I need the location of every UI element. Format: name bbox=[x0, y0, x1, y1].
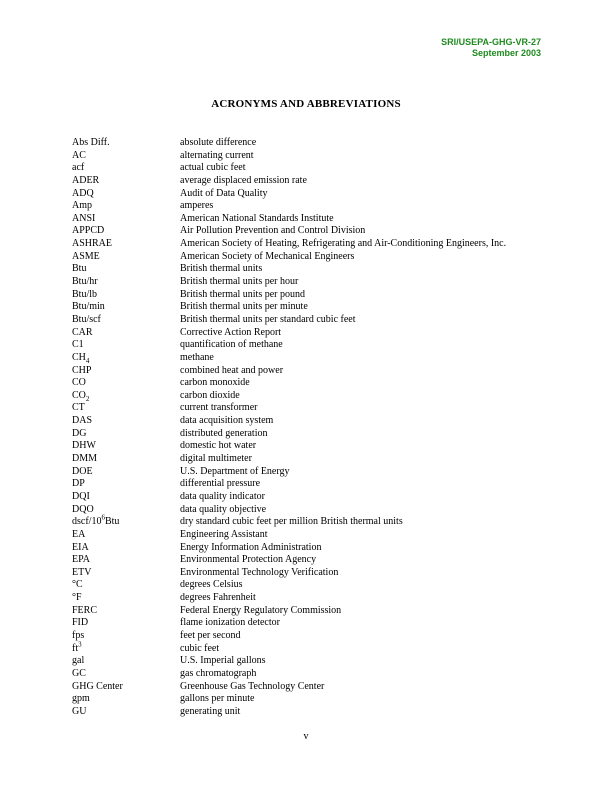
acronym-term-text: C1 bbox=[72, 339, 84, 351]
acronym-term-tail: Btu bbox=[104, 516, 120, 528]
acronym-term bbox=[72, 428, 180, 441]
acronym-term-text: Btu/scf bbox=[72, 313, 101, 325]
acronym-term-text: FID bbox=[72, 617, 89, 629]
acronym-term bbox=[72, 251, 180, 264]
acronym-row bbox=[72, 162, 552, 175]
acronym-row bbox=[72, 605, 552, 618]
acronym-row bbox=[72, 263, 552, 276]
acronym-definition: data quality indicator bbox=[180, 490, 265, 502]
acronym-row bbox=[72, 188, 552, 201]
acronym-term-text: CH bbox=[72, 351, 86, 363]
acronym-row bbox=[72, 466, 552, 479]
acronym-definition: combined heat and power bbox=[180, 364, 284, 376]
acronym-row bbox=[72, 200, 552, 213]
acronym-row bbox=[72, 377, 552, 390]
page-number: v bbox=[303, 731, 309, 742]
acronym-term-text: gal bbox=[72, 655, 85, 667]
acronym-term bbox=[72, 150, 180, 163]
acronym-term bbox=[72, 504, 180, 517]
acronym-term-text: gpm bbox=[72, 693, 90, 705]
acronym-list bbox=[72, 137, 552, 718]
acronym-row bbox=[72, 640, 552, 656]
acronym-term-text: GU bbox=[72, 705, 87, 717]
acronym-definition: British thermal units per hour bbox=[180, 276, 299, 288]
acronym-term bbox=[72, 327, 180, 340]
acronym-definition: degrees Fahrenheit bbox=[180, 592, 256, 604]
acronym-row bbox=[72, 365, 552, 378]
acronym-term bbox=[72, 339, 180, 352]
acronym-term bbox=[72, 415, 180, 428]
acronym-term bbox=[72, 225, 180, 238]
acronym-definition: methane bbox=[180, 351, 214, 363]
acronym-term bbox=[72, 365, 180, 378]
acronym-term-text: GHG Center bbox=[72, 680, 123, 692]
acronym-term-text: ANSI bbox=[72, 212, 96, 224]
acronym-definition: amperes bbox=[180, 200, 214, 212]
acronym-term bbox=[72, 188, 180, 201]
acronym-term bbox=[72, 301, 180, 314]
acronym-term bbox=[72, 592, 180, 605]
acronym-term-text: DQI bbox=[72, 490, 90, 502]
acronym-definition: cubic feet bbox=[180, 642, 220, 654]
acronym-definition: Environmental Technology Verification bbox=[180, 566, 339, 578]
acronym-term-text: CAR bbox=[72, 326, 93, 338]
acronym-definition: differential pressure bbox=[180, 478, 261, 490]
acronym-term-text: Btu/lb bbox=[72, 288, 98, 300]
acronym-term-text: CO bbox=[72, 377, 86, 389]
acronym-term bbox=[72, 478, 180, 491]
acronym-row bbox=[72, 668, 552, 681]
acronym-term-text: DMM bbox=[72, 453, 98, 465]
acronym-term bbox=[72, 668, 180, 681]
acronym-definition: Federal Energy Regulatory Commission bbox=[180, 604, 342, 616]
acronym-definition: British thermal units per minute bbox=[180, 301, 308, 313]
acronym-term-text: ASME bbox=[72, 250, 100, 262]
acronym-term bbox=[72, 453, 180, 466]
acronym-term bbox=[72, 605, 180, 618]
acronym-definition: domestic hot water bbox=[180, 440, 257, 452]
acronym-row bbox=[72, 289, 552, 302]
acronym-term bbox=[72, 390, 180, 403]
acronym-row bbox=[72, 513, 552, 529]
acronym-definition: Air Pollution Prevention and Control Division bbox=[180, 225, 366, 237]
acronym-definition: British thermal units per pound bbox=[180, 288, 305, 300]
acronym-row bbox=[72, 706, 552, 719]
acronym-definition: alternating current bbox=[180, 149, 254, 161]
acronym-term bbox=[72, 162, 180, 175]
acronym-row bbox=[72, 554, 552, 567]
report-header bbox=[441, 37, 541, 59]
acronym-term-text: CHP bbox=[72, 364, 92, 376]
acronym-term-text: EPA bbox=[72, 554, 90, 566]
acronym-row bbox=[72, 592, 552, 605]
acronym-row bbox=[72, 579, 552, 592]
acronym-definition: Audit of Data Quality bbox=[180, 187, 268, 199]
acronym-row bbox=[72, 225, 552, 238]
acronym-definition: Energy Information Administration bbox=[180, 541, 322, 553]
acronym-row bbox=[72, 276, 552, 289]
acronym-definition: carbon dioxide bbox=[180, 389, 240, 401]
acronym-term-text: ASHRAE bbox=[72, 238, 113, 250]
acronym-term-text: dscf/10 bbox=[72, 516, 102, 528]
acronym-row bbox=[72, 428, 552, 441]
acronym-term bbox=[72, 466, 180, 479]
acronym-term bbox=[72, 352, 180, 365]
acronym-definition: actual cubic feet bbox=[180, 162, 246, 174]
acronym-term bbox=[72, 289, 180, 302]
acronym-definition: Environmental Protection Agency bbox=[180, 554, 317, 566]
acronym-definition: Corrective Action Report bbox=[180, 326, 282, 338]
acronym-term-text: Btu bbox=[72, 263, 87, 275]
acronym-definition: generating unit bbox=[180, 705, 241, 717]
acronym-term-text: ft bbox=[72, 642, 79, 654]
acronym-term-text: DG bbox=[72, 427, 87, 439]
acronym-row bbox=[72, 213, 552, 226]
acronym-definition: digital multimeter bbox=[180, 453, 252, 465]
acronym-term bbox=[72, 491, 180, 504]
acronym-row bbox=[72, 415, 552, 428]
acronym-term bbox=[72, 402, 180, 415]
acronym-term-text: fps bbox=[72, 629, 85, 641]
acronym-row bbox=[72, 693, 552, 706]
acronym-term bbox=[72, 640, 180, 656]
acronym-term-text: Abs Diff. bbox=[72, 137, 110, 148]
acronym-term bbox=[72, 529, 180, 542]
acronym-term bbox=[72, 655, 180, 668]
acronym-row bbox=[72, 453, 552, 466]
acronym-term-text: ADQ bbox=[72, 187, 94, 199]
acronym-term bbox=[72, 617, 180, 630]
acronym-definition: Greenhouse Gas Technology Center bbox=[180, 680, 325, 692]
acronym-term-text: °C bbox=[72, 579, 83, 591]
acronym-row bbox=[72, 617, 552, 630]
acronym-definition: gallons per minute bbox=[180, 693, 255, 705]
acronym-definition: current transformer bbox=[180, 402, 258, 414]
acronym-definition: American Society of Mechanical Engineers bbox=[180, 250, 355, 262]
acronym-row bbox=[72, 567, 552, 580]
acronym-row bbox=[72, 150, 552, 163]
acronym-term-text: DHW bbox=[72, 440, 96, 452]
acronym-row bbox=[72, 655, 552, 668]
acronym-term bbox=[72, 137, 180, 150]
acronym-superscript: 6 bbox=[101, 513, 105, 522]
acronym-term bbox=[72, 175, 180, 188]
acronym-term bbox=[72, 630, 180, 643]
acronym-term bbox=[72, 554, 180, 567]
acronym-term bbox=[72, 263, 180, 276]
acronym-row bbox=[72, 137, 552, 150]
acronym-row bbox=[72, 504, 552, 517]
acronym-row bbox=[72, 175, 552, 188]
acronym-definition: dry standard cubic feet per million British thermal units bbox=[180, 516, 403, 528]
acronym-definition: quantification of methane bbox=[180, 339, 283, 351]
acronym-row bbox=[72, 301, 552, 314]
acronym-definition: British thermal units per standard cubic feet bbox=[180, 313, 356, 325]
acronym-definition: U.S. Imperial gallons bbox=[180, 655, 266, 667]
acronym-term-text: acf bbox=[72, 162, 85, 174]
acronym-row bbox=[72, 238, 552, 251]
acronym-term bbox=[72, 377, 180, 390]
acronym-row bbox=[72, 478, 552, 491]
acronym-row bbox=[72, 491, 552, 504]
acronym-row bbox=[72, 251, 552, 264]
acronym-term bbox=[72, 567, 180, 580]
acronym-term-text: DQO bbox=[72, 503, 94, 515]
acronym-row bbox=[72, 402, 552, 415]
acronym-row bbox=[72, 327, 552, 340]
acronym-definition: American Society of Heating, Refrigerating and Air-Conditioning Engineers, Inc. bbox=[180, 238, 507, 250]
acronym-term-text: APPCD bbox=[72, 225, 105, 237]
acronym-term bbox=[72, 314, 180, 327]
acronym-row bbox=[72, 440, 552, 453]
report-date: September 2003 bbox=[471, 48, 541, 58]
acronym-term bbox=[72, 542, 180, 555]
acronym-row bbox=[72, 529, 552, 542]
report-id: SRI/USEPA-GHG-VR-27 bbox=[441, 37, 541, 47]
acronym-row bbox=[72, 681, 552, 694]
acronym-row bbox=[72, 390, 552, 403]
acronym-term-text: ADER bbox=[72, 174, 100, 186]
acronym-definition: feet per second bbox=[180, 629, 241, 641]
acronym-superscript: 3 bbox=[78, 640, 82, 649]
acronym-definition: carbon monoxide bbox=[180, 377, 250, 389]
acronym-term-text: Amp bbox=[72, 200, 92, 212]
page-title: ACRONYMS AND ABBREVIATIONS bbox=[211, 98, 401, 110]
acronym-term bbox=[72, 579, 180, 592]
acronym-term-text: EIA bbox=[72, 541, 89, 553]
acronym-term-text: CT bbox=[72, 402, 85, 414]
acronym-definition: British thermal units bbox=[180, 263, 263, 275]
acronym-term-text: DAS bbox=[72, 415, 93, 427]
acronym-term bbox=[72, 200, 180, 213]
acronym-term bbox=[72, 213, 180, 226]
acronym-definition: degrees Celsius bbox=[180, 579, 243, 591]
acronym-term bbox=[72, 693, 180, 706]
acronym-definition: American National Standards Institute bbox=[180, 212, 334, 224]
acronym-term bbox=[72, 238, 180, 251]
acronym-definition: distributed generation bbox=[180, 427, 268, 439]
acronym-row bbox=[72, 542, 552, 555]
acronym-definition: gas chromatograph bbox=[180, 667, 257, 679]
acronym-term-text: GC bbox=[72, 667, 86, 679]
acronym-term bbox=[72, 681, 180, 694]
acronym-definition: average displaced emission rate bbox=[180, 174, 307, 186]
acronym-definition: absolute difference bbox=[180, 137, 257, 148]
acronym-term-text: CO bbox=[72, 389, 86, 401]
acronym-definition: Engineering Assistant bbox=[180, 528, 268, 540]
acronym-term bbox=[72, 440, 180, 453]
acronym-row bbox=[72, 352, 552, 365]
acronym-term-text: Btu/hr bbox=[72, 276, 98, 288]
acronym-term bbox=[72, 706, 180, 719]
acronym-row bbox=[72, 339, 552, 352]
acronym-term-text: DP bbox=[72, 478, 85, 490]
acronym-definition: data quality objective bbox=[180, 503, 267, 515]
acronym-definition: U.S. Department of Energy bbox=[180, 465, 290, 477]
acronym-definition: data acquisition system bbox=[180, 415, 274, 427]
acronym-term-text: DOE bbox=[72, 465, 93, 477]
acronym-definition: flame ionization detector bbox=[180, 617, 280, 629]
acronym-term-text: Btu/min bbox=[72, 301, 105, 313]
acronym-term-text: FERC bbox=[72, 604, 98, 616]
acronym-term bbox=[72, 513, 180, 529]
acronym-term-text: AC bbox=[72, 149, 86, 161]
acronym-term bbox=[72, 276, 180, 289]
acronym-row bbox=[72, 314, 552, 327]
acronym-term-text: EA bbox=[72, 528, 86, 540]
acronym-subscript: 4 bbox=[85, 356, 90, 365]
acronym-row bbox=[72, 630, 552, 643]
acronym-term-text: °F bbox=[72, 592, 82, 604]
acronym-subscript: 2 bbox=[85, 394, 90, 403]
acronym-term-text: ETV bbox=[72, 566, 92, 578]
